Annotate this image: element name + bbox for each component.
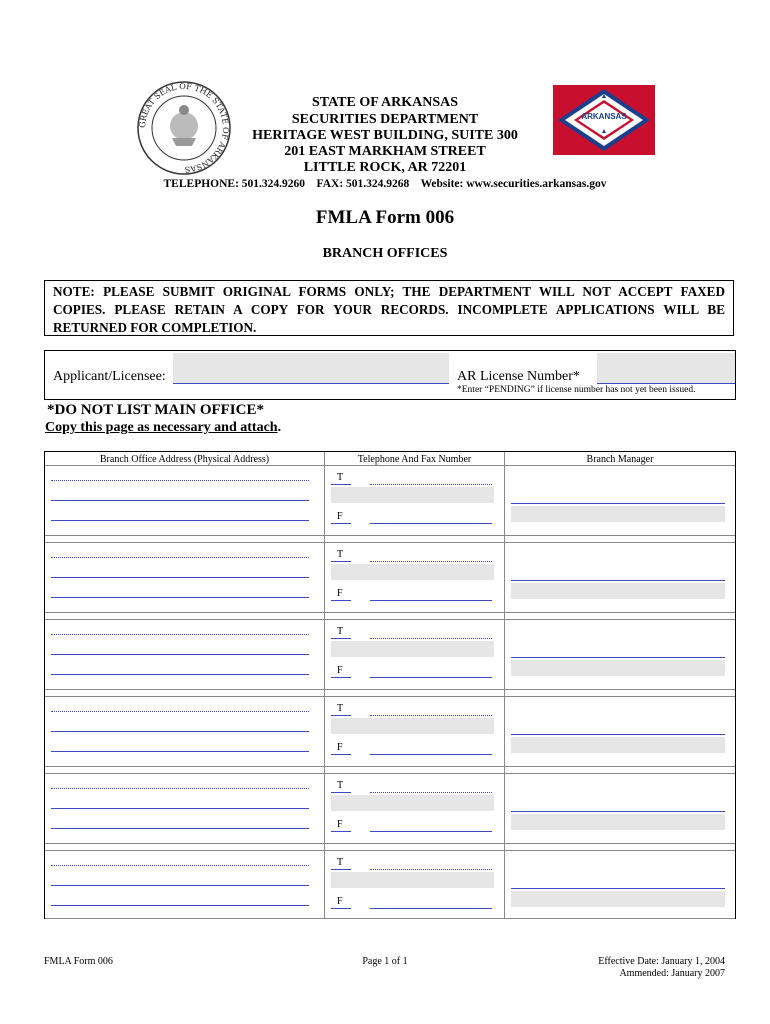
branch-address-line-1[interactable] [51, 557, 309, 558]
telephone-prefix: T [337, 857, 344, 868]
branch-address-line-3[interactable] [51, 828, 309, 829]
fax-prefix: F [337, 665, 343, 676]
row-divider [45, 619, 735, 620]
license-hint: *Enter “PENDING” if license number has not yet been issued. [457, 385, 696, 395]
phone-field-shade [331, 487, 494, 503]
telephone-prefix-rule [331, 715, 351, 716]
branch-address-line-3[interactable] [51, 597, 309, 598]
telephone-prefix-rule [331, 561, 351, 562]
branch-address-line-3[interactable] [51, 905, 309, 906]
phone-field-shade [331, 795, 494, 811]
branch-address-line-3[interactable] [51, 674, 309, 675]
telephone-prefix: T [337, 626, 344, 637]
header-telephone-fax: Telephone And Fax Number [357, 454, 472, 465]
row-divider [45, 766, 735, 767]
fax-prefix: F [337, 896, 343, 907]
column-divider [504, 452, 505, 918]
row-divider [45, 535, 735, 536]
column-divider [324, 452, 325, 918]
header-department: SECURITIES DEPARTMENT [291, 112, 479, 127]
header-branch-address: Branch Office Address (Physical Address) [99, 454, 270, 465]
branch-manager-input[interactable] [511, 580, 725, 581]
footer-amended-date: Ammended: January 2007 [619, 968, 725, 979]
applicant-label: Applicant/Licensee: [53, 369, 166, 384]
row-divider [45, 689, 735, 690]
footer-form-name: FMLA Form 006 [44, 956, 113, 967]
fax-prefix: F [337, 742, 343, 753]
fax-prefix: F [337, 819, 343, 830]
form-title: FMLA Form 006 [315, 207, 455, 228]
fax-prefix-rule [331, 677, 351, 678]
telephone-prefix-rule [331, 484, 351, 485]
applicant-box [44, 350, 736, 400]
fax-prefix-rule [331, 600, 351, 601]
branch-address-line-1[interactable] [51, 788, 309, 789]
do-not-list-warning: *DO NOT LIST MAIN OFFICE* [47, 402, 264, 418]
branch-manager-input[interactable] [511, 503, 725, 504]
svg-text:ARKANSAS: ARKANSAS [581, 112, 627, 121]
telephone-input[interactable] [370, 792, 492, 793]
telephone-input[interactable] [370, 715, 492, 716]
contact-line: TELEPHONE: 501.324.9260 FAX: 501.324.9268 Website: www.securities.arkansas.gov [163, 178, 607, 190]
row-divider [45, 843, 735, 844]
header-state: STATE OF ARKANSAS [312, 95, 458, 110]
manager-field-shade [511, 660, 725, 676]
header-city: LITTLE ROCK, AR 72201 [303, 160, 467, 175]
fax-input[interactable] [370, 523, 492, 524]
row-divider [45, 850, 735, 851]
header-building: HERITAGE WEST BUILDING, SUITE 300 [252, 128, 518, 143]
branch-address-line-1[interactable] [51, 634, 309, 635]
section-title: BRANCH OFFICES [322, 246, 448, 261]
branch-address-line-2[interactable] [51, 500, 309, 501]
svg-text:GREAT SEAL OF THE STATE OF ARK: GREAT SEAL OF THE STATE OF ARKANSAS [137, 81, 231, 175]
fax-input[interactable] [370, 831, 492, 832]
branch-address-line-3[interactable] [51, 751, 309, 752]
manager-field-shade [511, 891, 725, 907]
applicant-input[interactable] [173, 369, 449, 384]
branch-address-line-1[interactable] [51, 865, 309, 866]
note-box: NOTE: PLEASE SUBMIT ORIGINAL FORMS ONLY; THE DEPARTMENT WILL NOT ACCEPT FAXED COPIES. PLEASE RETAIN A COPY FOR YOUR RECORDS. INCOMPLETE APPLICATIONS WILL BE RETURNED FOR COMPLETION. [44, 280, 734, 336]
license-number-input[interactable] [597, 369, 735, 384]
branch-manager-input[interactable] [511, 734, 725, 735]
telephone-prefix-rule [331, 792, 351, 793]
branch-manager-input[interactable] [511, 657, 725, 658]
branch-manager-input[interactable] [511, 888, 725, 889]
branch-address-line-2[interactable] [51, 885, 309, 886]
telephone-prefix-rule [331, 638, 351, 639]
telephone-prefix-rule [331, 869, 351, 870]
header-divider [45, 465, 735, 466]
row-divider [45, 612, 735, 613]
phone-field-shade [331, 718, 494, 734]
telephone-input[interactable] [370, 638, 492, 639]
manager-field-shade [511, 814, 725, 830]
license-number-label: AR License Number* [457, 369, 580, 384]
branch-address-line-2[interactable] [51, 577, 309, 578]
fax-prefix: F [337, 588, 343, 599]
footer-effective-date: Effective Date: January 1, 2004 [598, 956, 725, 967]
fax-prefix-rule [331, 754, 351, 755]
telephone-prefix: T [337, 472, 344, 483]
branch-address-line-3[interactable] [51, 520, 309, 521]
fax-input[interactable] [370, 754, 492, 755]
row-divider [45, 773, 735, 774]
telephone-prefix: T [337, 549, 344, 560]
fax-input[interactable] [370, 600, 492, 601]
branch-address-line-2[interactable] [51, 808, 309, 809]
branch-address-line-1[interactable] [51, 711, 309, 712]
manager-field-shade [511, 583, 725, 599]
fax-prefix-rule [331, 523, 351, 524]
copy-instruction-period: . [277, 420, 282, 435]
manager-field-shade [511, 737, 725, 753]
telephone-input[interactable] [370, 484, 492, 485]
fax-input[interactable] [370, 677, 492, 678]
footer-page-number: Page 1 of 1 [362, 956, 408, 967]
arkansas-flag-image [553, 85, 655, 155]
branch-address-line-2[interactable] [51, 731, 309, 732]
fax-prefix: F [337, 511, 343, 522]
branch-address-line-1[interactable] [51, 480, 309, 481]
fax-prefix-rule [331, 908, 351, 909]
branch-table [44, 451, 736, 919]
header-street: 201 EAST MARKHAM STREET [284, 144, 486, 159]
branch-manager-input[interactable] [511, 811, 725, 812]
branch-address-line-2[interactable] [51, 654, 309, 655]
row-divider [45, 696, 735, 697]
telephone-prefix: T [337, 703, 344, 714]
copy-instruction-text: Copy this page as necessary and attach [45, 420, 278, 435]
telephone-input[interactable] [370, 561, 492, 562]
telephone-input[interactable] [370, 869, 492, 870]
copy-instruction [45, 420, 281, 436]
phone-field-shade [331, 872, 494, 888]
telephone-prefix: T [337, 780, 344, 791]
manager-field-shade [511, 506, 725, 522]
phone-field-shade [331, 641, 494, 657]
fax-input[interactable] [370, 908, 492, 909]
fax-prefix-rule [331, 831, 351, 832]
phone-field-shade [331, 564, 494, 580]
row-divider [45, 918, 735, 919]
header-branch-manager: Branch Manager [586, 454, 654, 465]
row-divider [45, 542, 735, 543]
